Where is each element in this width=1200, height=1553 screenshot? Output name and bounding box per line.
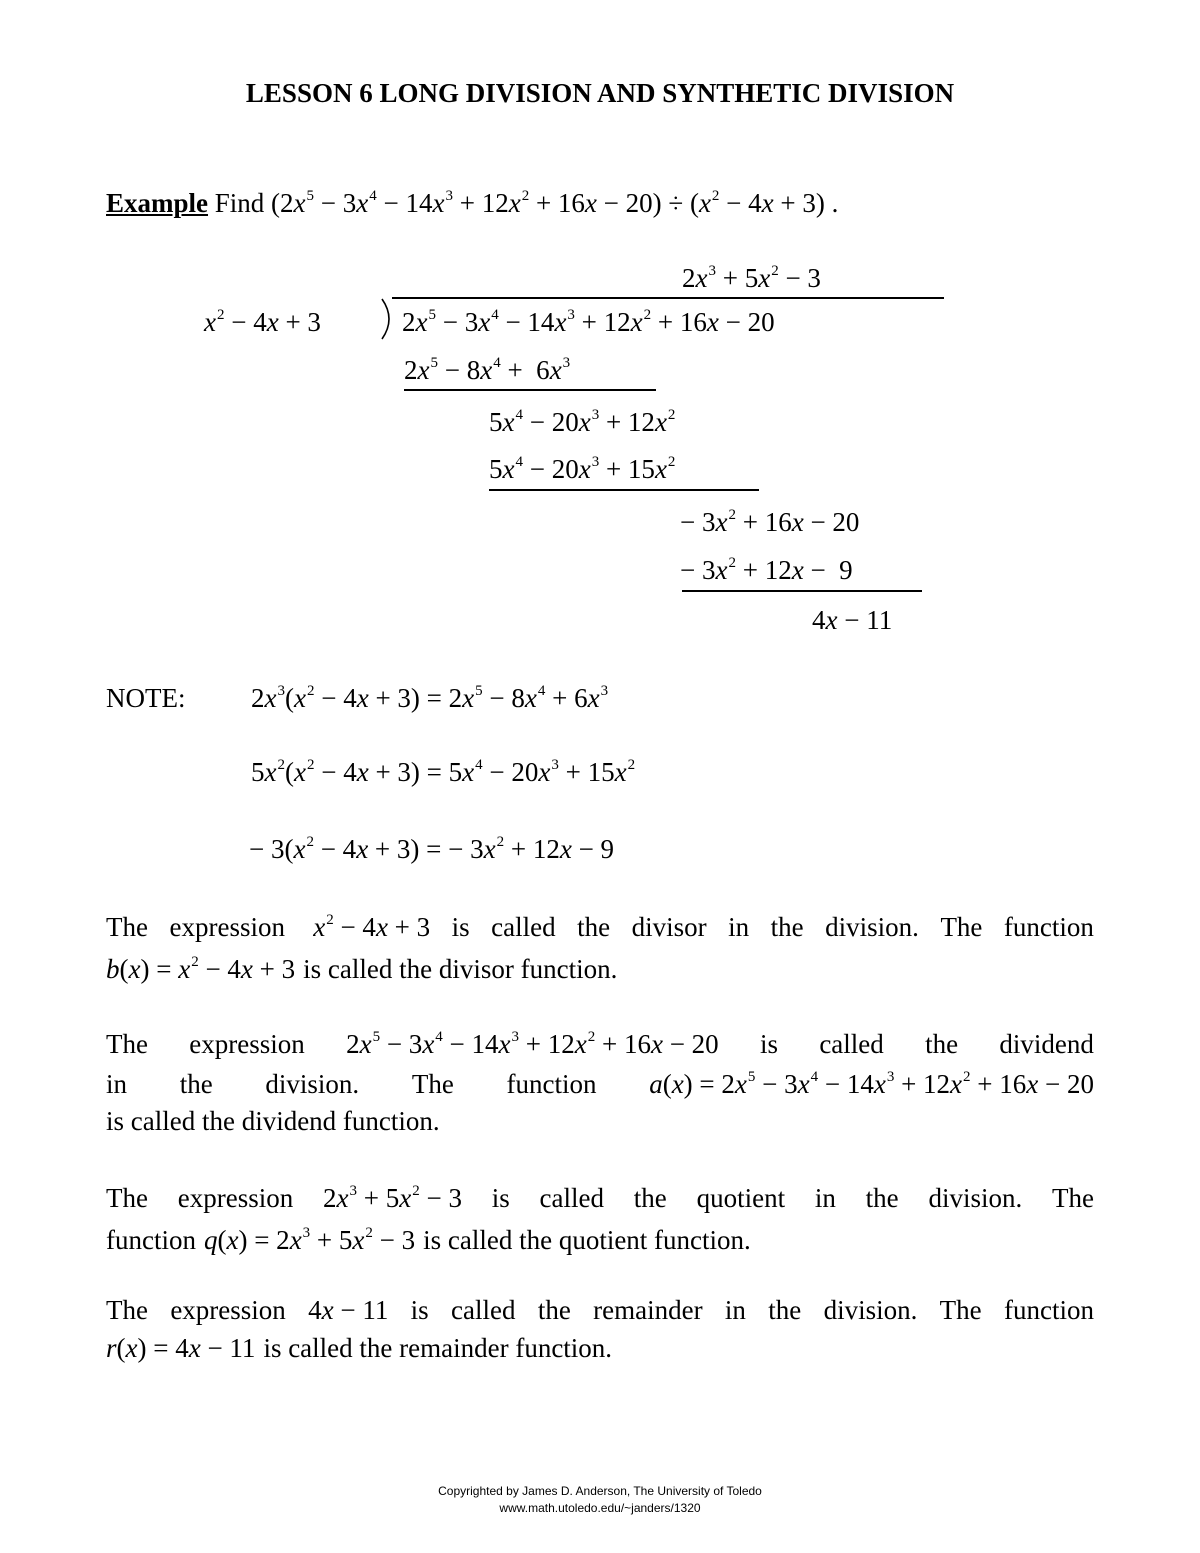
text-segment: The	[106, 1029, 148, 1059]
text-segment: the	[925, 1029, 959, 1059]
footer-copyright: Copyrighted by James D. Anderson, The University of Toledo	[438, 1484, 762, 1498]
text-segment: r(x) = 4x − 11	[106, 1333, 256, 1363]
text-segment: in	[724, 1295, 746, 1325]
division-divisor: $x^2 - 4x + 3$	[204, 307, 321, 337]
text-segment: $b(x) = x^2 - 4x + 3$	[106, 954, 296, 984]
text-segment: The	[939, 1295, 982, 1325]
paragraph-remainder-line-1	[106, 1291, 1094, 1329]
page-title: LESSON 6 LONG DIVISION AND SYNTHETIC DIVISION	[245, 78, 955, 108]
text-segment: is called the dividend function.	[106, 1106, 440, 1136]
note-label: NOTE:	[106, 683, 186, 713]
paragraph-divisor-line-2	[106, 948, 1094, 990]
text-segment: expression	[169, 912, 285, 942]
text-segment: division.	[928, 1183, 1023, 1213]
text-segment: dividend	[999, 1029, 1094, 1059]
text-segment: the	[865, 1183, 899, 1213]
text-segment: The	[106, 912, 148, 942]
text-segment: is called the divisor function.	[303, 954, 618, 984]
division-step3-subtract: − $3x^2 + 12x - 9$	[680, 555, 853, 585]
paragraph-divisor-line-1	[106, 906, 1094, 948]
division-rule-1	[404, 389, 656, 391]
text-segment: called	[819, 1029, 884, 1059]
text-segment: division.	[265, 1069, 360, 1099]
division-step2-subtract: $5x^4 - 20x^3 + 15x^2$	[489, 454, 676, 484]
text-segment: division.	[825, 912, 919, 942]
text-segment: the	[537, 1295, 571, 1325]
text-segment: The	[411, 1069, 454, 1099]
text-segment: called	[451, 1295, 516, 1325]
example-line	[106, 188, 838, 219]
text-segment: divisor	[631, 912, 707, 942]
paragraph-remainder	[106, 1291, 1094, 1367]
paragraph-dividend-line-3	[106, 1104, 1094, 1138]
division-rule-2	[489, 489, 759, 491]
text-segment: in	[106, 1069, 128, 1099]
text-segment: the	[768, 1295, 802, 1325]
text-segment: The	[106, 1183, 148, 1213]
division-step1-subtract: $2x^5 - 8x^4 + 6x^3$	[404, 355, 571, 385]
division-quotient: $2x^3 + 5x^2 - 3$	[682, 263, 821, 293]
text-segment: in	[814, 1183, 836, 1213]
note-line-2: $5x^2(x^2 - 4x + 3) = 5x^4 - 20x^3 + 15x^2$	[251, 757, 636, 787]
text-segment: function	[506, 1069, 597, 1099]
text-segment: function	[106, 1225, 196, 1255]
text-segment: is	[410, 1295, 429, 1325]
text-segment: the	[577, 912, 611, 942]
text-segment: quotient	[696, 1183, 786, 1213]
text-segment: is called the remainder function.	[263, 1333, 613, 1363]
division-dividend: $2x^5 - 3x^4 - 14x^3 + 12x^2 + 16x - 20$	[402, 307, 775, 337]
text-segment: 4x − 11	[308, 1295, 389, 1325]
text-segment: $a(x) = 2x^5 - 3x^4 - 14x^3 + 12x^2 + 16x - 20$	[649, 1069, 1094, 1099]
division-remainder: 4x − 11	[812, 605, 893, 635]
text-segment: $2x^5 - 3x^4 - 14x^3 + 12x^2 + 16x - 20$	[346, 1029, 719, 1059]
paragraph-quotient-line-1	[106, 1177, 1094, 1219]
paragraph-quotient-line-2	[106, 1219, 1094, 1261]
division-step1-remainder: $5x^4 - 20x^3 + 12x^2$	[489, 407, 676, 437]
note-line-1: $2x^3(x^2 - 4x + 3) = 2x^5 - 8x^4 + 6x^3$	[251, 683, 609, 713]
example-label: Example	[106, 188, 209, 218]
text-segment: called	[491, 912, 556, 942]
text-segment: is called the quotient function.	[423, 1225, 751, 1255]
text-segment: division.	[823, 1295, 918, 1325]
note-line-3: − $3(x^2 - 4x + 3)$ = − $3x^2 + 12x - 9$	[249, 834, 615, 864]
text-segment: expression	[189, 1029, 305, 1059]
division-bracket	[378, 297, 398, 341]
text-segment: The	[106, 1295, 148, 1325]
text-segment: function	[1003, 1295, 1094, 1325]
text-segment: The	[1051, 1183, 1094, 1213]
example-problem: $(2x^5 - 3x^4 - 14x^3 + 12x^2 + 16x - 20) \div (x^2 - 4x + 3)$ .	[271, 188, 839, 218]
division-bar	[392, 297, 944, 299]
paragraph-dividend-line-2	[106, 1064, 1094, 1104]
paragraph-dividend	[106, 1024, 1094, 1138]
text-segment: The	[940, 912, 983, 942]
text-segment: the	[770, 912, 804, 942]
text-segment: is	[760, 1029, 779, 1059]
text-segment: called	[539, 1183, 605, 1213]
text-segment: $2x^3 + 5x^2 - 3$	[323, 1183, 462, 1213]
text-segment: $x^2 - 4x + 3$	[313, 912, 431, 942]
text-segment: is	[491, 1183, 510, 1213]
text-segment: expression	[177, 1183, 294, 1213]
text-segment: function	[1003, 912, 1094, 942]
division-rule-3	[682, 590, 922, 592]
paragraph-remainder-line-2	[106, 1329, 1094, 1367]
text-segment: expression	[170, 1295, 286, 1325]
text-segment: the	[179, 1069, 213, 1099]
text-segment: $q(x) = 2x^3 + 5x^2 - 3$	[203, 1225, 416, 1255]
paragraph-divisor	[106, 906, 1094, 990]
example-find: Find	[214, 188, 265, 218]
paragraph-quotient	[106, 1177, 1094, 1261]
footer-url: www.math.utoledo.edu/~janders/1320	[499, 1501, 701, 1515]
paragraph-dividend-line-1	[106, 1024, 1094, 1064]
text-segment: is	[451, 912, 470, 942]
text-segment: remainder	[593, 1295, 703, 1325]
division-step2-remainder: − $3x^2 + 16x - 20$	[680, 507, 860, 537]
text-segment: in	[728, 912, 750, 942]
text-segment: the	[633, 1183, 667, 1213]
